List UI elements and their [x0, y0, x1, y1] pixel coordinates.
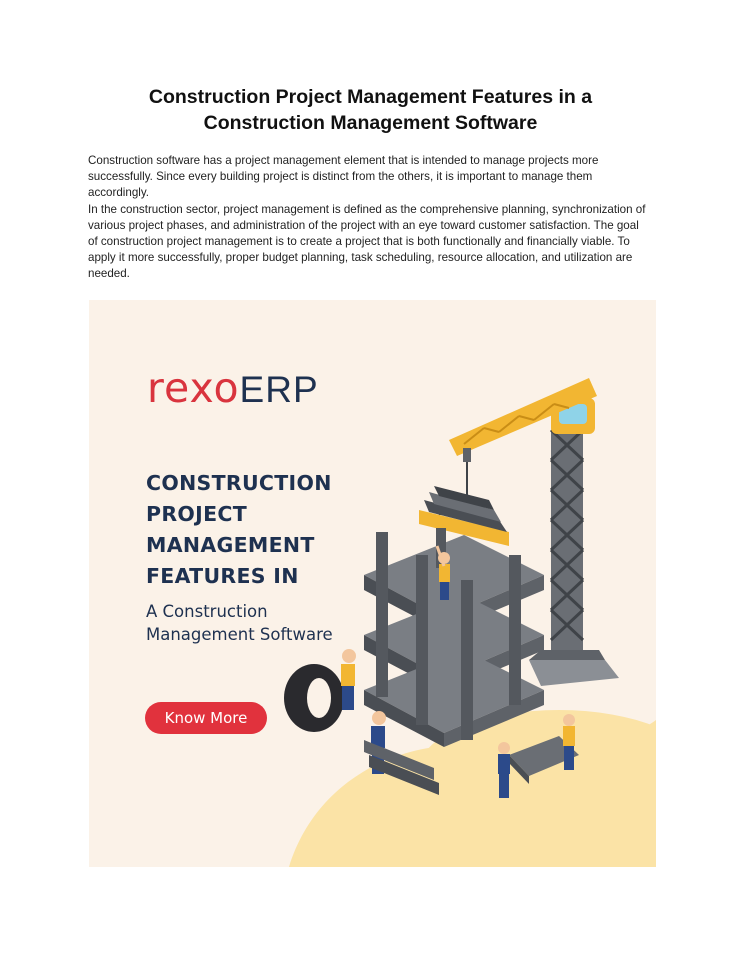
know-more-button[interactable]: Know More [145, 702, 267, 734]
logo-erp-text: ERP [239, 369, 319, 410]
banner-headline [146, 468, 376, 592]
paragraph-definition: In the construction sector, project management is defined as the comprehensive planning, synchronization of various project phases, and administration of the project with an eye toward customer satisfaction. The goal of construction project management is to create a project that is both functionally and financially viable. To apply it more successfully, proper budget planning, task scheduling, resource allocation, and utilization are needed. [88, 202, 646, 281]
rexoerp-logo [147, 364, 319, 414]
document-title-line-2: Construction Management Software [203, 112, 538, 134]
building-structure-icon [364, 528, 544, 747]
paragraph-intro: Construction software has a project management element that is intended to manage projects more successfully. Since every building project is distinct from the others, it is important to manage them accordingly. [88, 154, 599, 200]
tire-icon [284, 664, 344, 732]
banner-subheadline [146, 600, 386, 646]
promo-banner [89, 300, 656, 867]
logo-rexo-text: rexo [147, 364, 240, 412]
worker-with-tire-icon [341, 649, 356, 710]
subline-line-2: Management Software [146, 625, 333, 644]
document-title [90, 84, 651, 136]
headline-line-2: PROJECT [146, 502, 247, 526]
headline-line-3: MANAGEMENT [146, 533, 315, 557]
subline-line-1: A Construction [146, 602, 268, 621]
headline-line-1: CONSTRUCTION [146, 471, 332, 495]
document-body [88, 153, 648, 283]
document-title-line-1: Construction Project Management Features in a [148, 86, 593, 108]
headline-line-4: FEATURES IN [146, 564, 299, 588]
